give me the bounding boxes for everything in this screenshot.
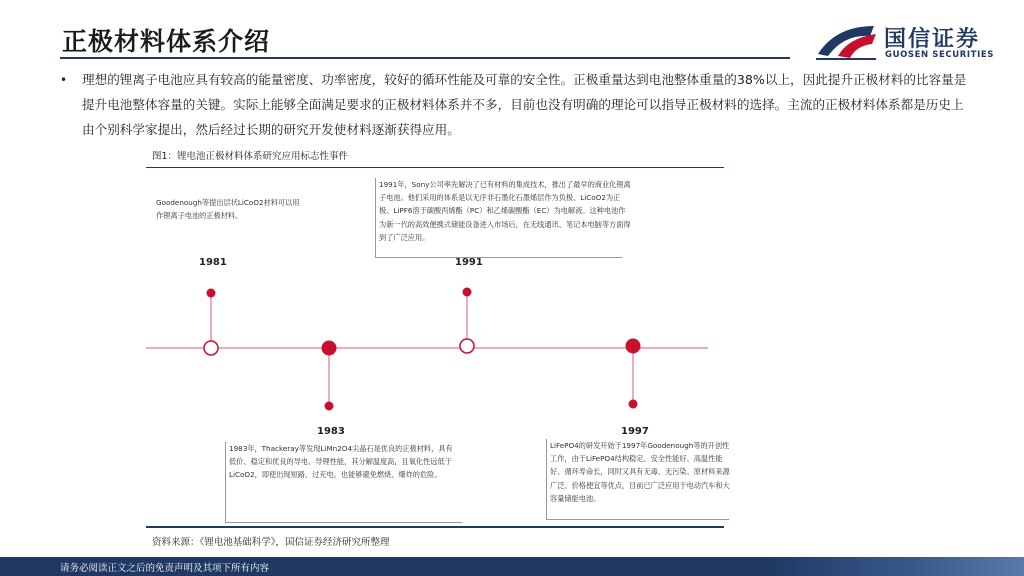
node-1983 [322, 341, 337, 356]
dot-1983 [325, 402, 334, 411]
dot-1997 [629, 400, 638, 409]
company-logo [814, 20, 1004, 64]
intro-paragraph: 理想的锂离子电池应具有较高的能量密度、功率密度，较好的循环性能及可靠的安全性。正极重量达到电池整体重量的38%以上，因此提升正极材料的比容量是提升电池整体容量的关键。实际上能够全面满足要求的正极材料体系并不多，目前也没有明确的理论可以指导正极材料的选择。主流的正极材料体系都是历史上由个别科学家提出，然后经过长期的研究开发使材料逐渐获得应用。 [82, 72, 967, 137]
node-1981 [204, 341, 218, 355]
year-label-1981: 1981 [199, 257, 227, 268]
figure-source: 资料来源：《锂电池基础科学》，国信证券经济研究所整理 [152, 537, 390, 548]
dot-1991 [463, 288, 472, 297]
footer-stripe [764, 557, 1024, 576]
year-label-1983: 1983 [317, 426, 345, 437]
title-underline [60, 57, 790, 59]
event-text-1997: LiFePO4的研发开始于1997年Goodenough等的开创性工作，由于LiFePO4结构稳定、安全性能好、高温性能好、循环寿命长，同时又具有无毒、无污染、原材料来源广泛、价格便宜等优点，目前已广泛应用于电动汽车和大容量储能电池。 [550, 441, 730, 503]
page-title: 正极材料体系介绍 [62, 27, 271, 56]
event-text-1991: 1991年，Sony公司率先解决了已有材料的集成技术，推出了最早的商业化锂离子电池。他们采用的体系是以无序非石墨化石墨烯层作为负极、LiCoO2为正极、LiPF6溶于碳酸丙烯酯（PC）和乙烯碳酸酯（EC）为电解液。这种电池作为新一代的高效便携式储能设备进入市场后，在无线通讯、笔记本电脑等方面得到了广泛应用。 [379, 180, 631, 242]
node-1991 [460, 339, 474, 353]
timeline-figure [146, 145, 730, 550]
year-label-1997: 1997 [621, 426, 649, 437]
event-text-1983: 1983年，Thackeray等发现LiMn2O4尖晶石是优良的正极材料，具有低价、稳定和优良的导电、导锂性能，其分解温度高，且氧化性远低于LiCoO2，即使出现短路、过充电，也能够避免燃烧、爆炸的危险。 [229, 444, 453, 480]
guosen-logo-icon [814, 20, 878, 60]
node-1997 [626, 339, 641, 354]
footer-disclaimer: 请务必阅读正文之后的免责声明及其项下所有内容 [60, 563, 270, 574]
logo-name-en: GUOSEN SECURITIES [885, 50, 994, 60]
dot-1981 [207, 289, 216, 298]
event-text-1981: Goodenough等提出层状LiCoO2材料可以用作锂离子电池的正极材料。 [156, 198, 300, 221]
bullet-marker: • [60, 73, 68, 87]
year-label-1991: 1991 [455, 257, 483, 268]
logo-name-cn: 国信证券 [884, 27, 981, 52]
source-rule [146, 526, 724, 528]
figure-caption-text: 图1：锂电池正极材料体系研究应用标志性事件 [152, 151, 349, 162]
footer-bar [0, 557, 1024, 576]
